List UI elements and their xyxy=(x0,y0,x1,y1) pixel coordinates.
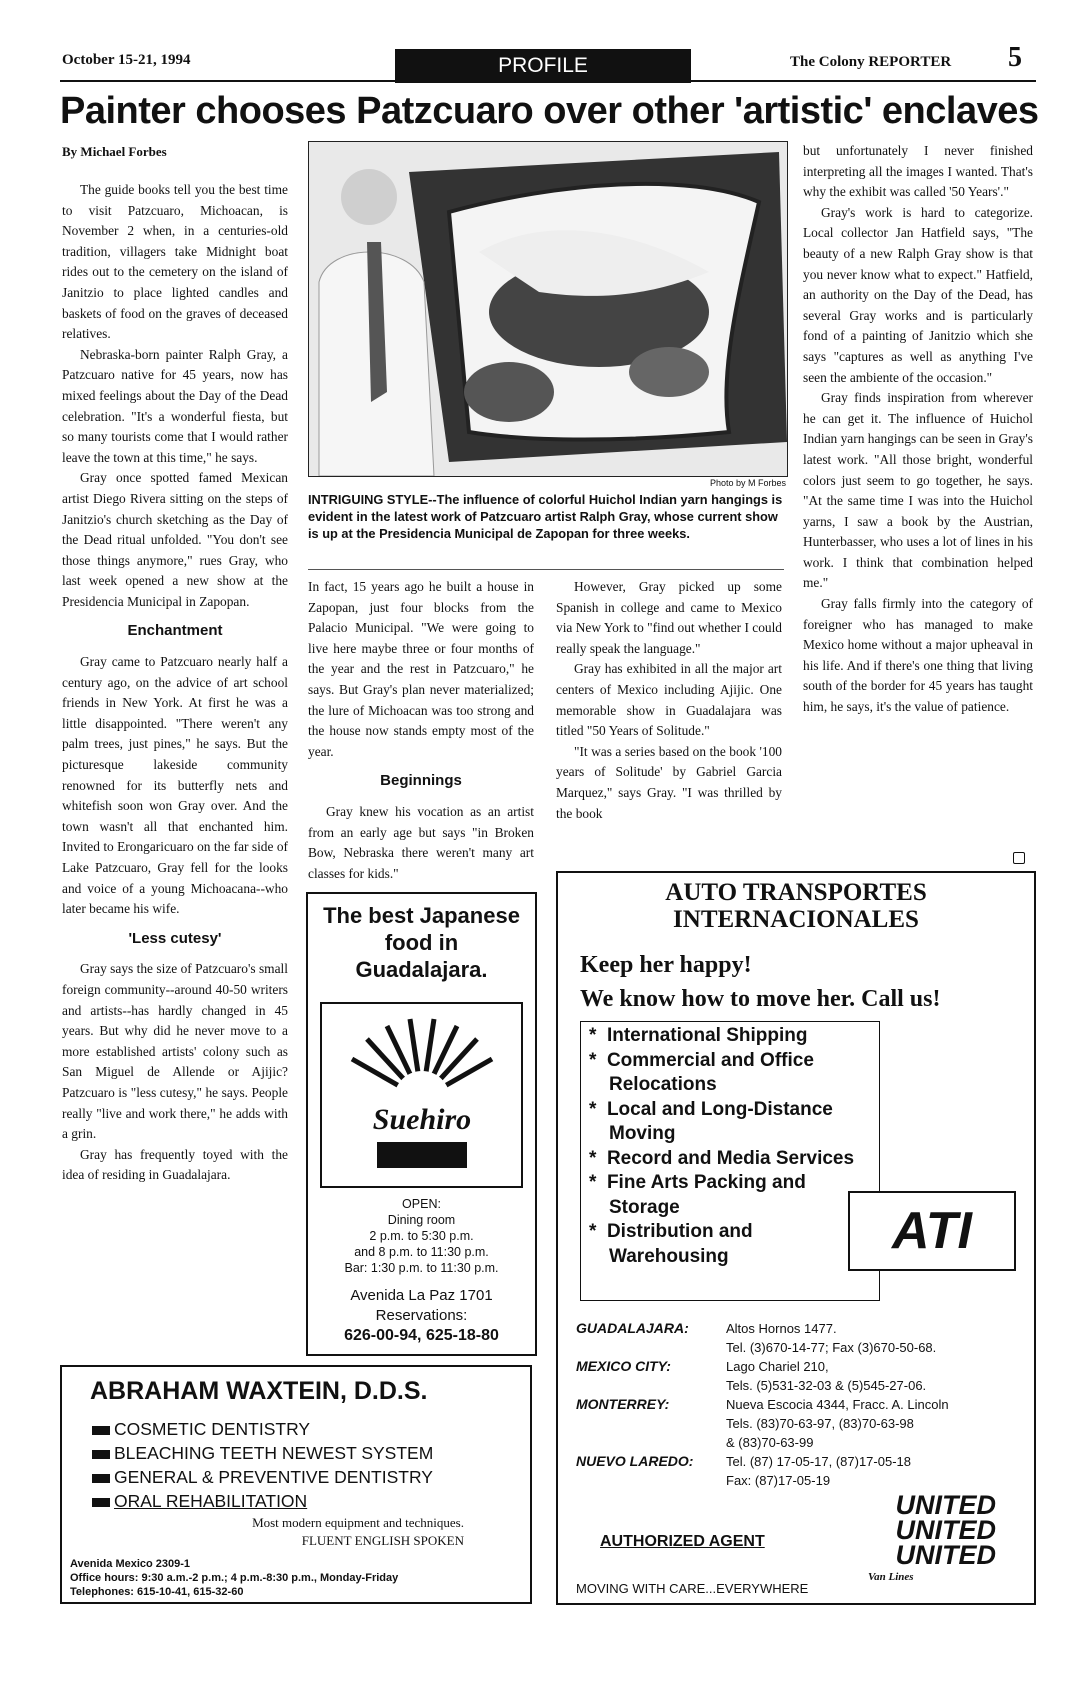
paragraph: "It was a series based on the book '100 years of Solitude' by Gabriel Garcia Marquez," says Gray. "I was thrilled by the book xyxy=(556,743,782,821)
paragraph: Gray says the size of Patzcuaro's small foreign community--around 40-50 writers and artists--has hardly changed in 45 years. But why did he never move to a more established artists' colony such as San Miguel de Allende or Ajijic? Patzcuaro is "less cutesy," he says. People really "live and work there," he adds with a grin. xyxy=(62,961,288,1142)
paragraph: Gray's work is hard to categorize. Local collector Jan Hatfield says, "The beauty of a new Ralph Gray show is that you never know what to expect." Hatfield, an authority on the Day of the Dead, has several Gray works and is particularly fond of a painting of Janitzio which she says "captures as well as anything I've seen the ambiente of the occasion." xyxy=(803,204,1033,385)
office-row xyxy=(576,1395,1016,1452)
service-item: ORAL REHABILITATION xyxy=(92,1489,433,1513)
article-column-1 xyxy=(62,180,288,1186)
ati-service: * Fine Arts Packing and Storage xyxy=(589,1172,806,1218)
ati-title-line: INTERNACIONALES xyxy=(673,906,919,933)
paragraph: Nebraska-born painter Ralph Gray, a Patzcuaro native for 45 years, now has mixed feelings about the Day of the Dead celebration. "It's a wonderful fiesta, but so many tourists come that I would rather leave the town at this time," he says. xyxy=(62,346,288,465)
ati-service: * Commercial and Office Relocations xyxy=(589,1049,814,1095)
paragraph: Gray has exhibited in all the major art centers of Mexico including Ajijic. One memorable show in Guadalajara was titled "50 Years of Solitude." xyxy=(556,661,782,739)
header-rule xyxy=(60,80,1036,82)
end-mark-icon xyxy=(1013,852,1025,864)
office-city: GUADALAJARA: xyxy=(576,1320,689,1336)
paragraph: Gray falls firmly into the category of foreigner who has managed to make Mexico home without a major upheaval in his life. And if there's one thing that living south of the border for 45 years has taught him, he says, it's the value of patience. xyxy=(803,596,1033,715)
united-logo-line: UNITED xyxy=(895,1540,996,1570)
paragraph: but unfortunately I never finished interpreting all the images I wanted. That's why the exhibit was called '50 Years'." xyxy=(803,143,1033,200)
restaurant-logo-box xyxy=(320,1002,523,1188)
dentist-note-2: FLUENT ENGLISH SPOKEN xyxy=(301,1533,464,1548)
ati-services-box xyxy=(580,1021,880,1301)
paper-name: The Colony REPORTER xyxy=(790,54,952,70)
paragraph: Gray has frequently toyed with the idea of residing in Guadalajara. xyxy=(62,1146,288,1183)
office-line: Tels. (83)70-63-97, (83)70-63-98 xyxy=(726,1416,914,1431)
restaurant-address xyxy=(318,1286,525,1346)
authorized-agent: AUTHORIZED AGENT xyxy=(600,1533,765,1550)
ati-offices xyxy=(576,1319,1016,1490)
photo-caption: INTRIGUING STYLE--The influence of colorful Huichol Indian yarn hangings is evident in the latest work of Patzcuaro artist Ralph Gray, whose current show is up at the Presidencia Municipal de Zapopan for three weeks. xyxy=(308,492,783,541)
service-item: GENERAL & PREVENTIVE DENTISTRY xyxy=(92,1465,433,1489)
painting-photo xyxy=(308,141,788,477)
ati-tagline xyxy=(580,948,940,1016)
office-line: Nueva Escocia 4344, Fracc. A. Lincoln xyxy=(726,1397,949,1412)
paragraph: However, Gray picked up some Spanish in college and came to Mexico via New York to "find out whether I could really speak the language." xyxy=(556,579,783,656)
caption-rule xyxy=(308,569,784,570)
dentist-name: ABRAHAM WAXTEIN, D.D.S. xyxy=(90,1377,428,1405)
issue-date: October 15-21, 1994 xyxy=(62,52,191,68)
address-line: Avenida La Paz 1701 xyxy=(350,1287,493,1304)
dentist-hours: Office hours: 9:30 a.m.-2 p.m.; 4 p.m.-8:30 p.m., Monday-Friday xyxy=(70,1572,399,1584)
ati-tagline-1: Keep her happy! xyxy=(580,952,752,978)
dentist-services xyxy=(92,1417,433,1513)
paragraph: Gray knew his vocation as an artist from an early age but says "in Broken Bow, Nebraska there weren't many art classes for kids." xyxy=(308,803,534,881)
hours-open: OPEN: xyxy=(402,1197,441,1211)
service-item: BLEACHING TEETH NEWEST SYSTEM xyxy=(92,1441,433,1465)
page-number: 5 xyxy=(1008,42,1022,73)
ati-title xyxy=(558,879,1034,933)
office-line: Tel. (3)670-14-77; Fax (3)670-50-68. xyxy=(726,1340,937,1355)
hours-line: Bar: 1:30 p.m. to 11:30 p.m. xyxy=(344,1261,499,1275)
reservation-phones: 626-00-94, 625-18-80 xyxy=(344,1327,499,1344)
ati-title-line: AUTO TRANSPORTES xyxy=(665,879,927,906)
subhead-cutesy: 'Less cutesy' xyxy=(128,929,222,947)
ati-service: * Distribution and Warehousing xyxy=(589,1221,753,1267)
ati-service: * Record and Media Services xyxy=(589,1147,855,1169)
byline: By Michael Forbes xyxy=(62,144,167,159)
paragraph: Gray once spotted famed Mexican artist Diego Rivera sitting on the steps of Janitzio's church sketching as the Day of the Dead ritual unfolded. "You don't see those things anymore," rues Gray, who last week opened a new show at the Presidencia Municipal in Zapopan. xyxy=(62,470,288,609)
dentist-address: Avenida Mexico 2309-1 xyxy=(70,1558,191,1570)
paragraph: The guide books tell you the best time to visit Patzcuaro, Michoacan, is November 2 when, in a centuries-old tradition, villagers take Midnight boat rides out to the cemetery on the island of Janitzio to place lighted candles and baskets of food on the graves of deceased relatives. xyxy=(62,182,288,342)
hours-line: and 8 p.m. to 11:30 p.m. xyxy=(354,1245,489,1259)
office-line: Tel. (87) 17-05-17, (87)17-05-18 xyxy=(726,1454,911,1469)
paragraph: Gray finds inspiration from wherever he can get it. The influence of Huichol Indian yarn hangings can be seen in Gray's latest work. "All those bright, wonderful colors just seem to go together, he says. "At the same time I was into the Huichol yarns, I saw a book by the Austrian, Hunterbasser, who uses a lot of lines in his work. I think that combination helped me." xyxy=(803,390,1033,591)
office-line: Altos Hornos 1477. xyxy=(726,1321,837,1336)
headline: Painter chooses Patzcuaro over other 'artistic' enclaves xyxy=(60,90,1039,132)
office-row xyxy=(576,1357,1016,1395)
office-line: Fax: (87)17-05-19 xyxy=(726,1473,831,1488)
restaurant-logo-text: Suehiro xyxy=(372,1103,472,1136)
office-line: Lago Chariel 210, xyxy=(726,1359,829,1374)
united-logo-line: UNITED xyxy=(895,1490,996,1520)
moving-company-ad xyxy=(556,871,1036,1605)
paragraph: Gray came to Patzcuaro nearly half a century ago, on the advice of art school friends in New York. At first he was a little disappointed. "There weren't any palm trees, just pines," he says. But the picturesque lakeside community renowned for its butterfly nets and whitefish soon won Gray over. And the town wasn't all that enchanted him. Invited to Erongaricuaro on the far side of Lake Patzcuaro, Gray fell for the looks and voice of a young Michoacana--who later became his wife. xyxy=(62,654,288,917)
restaurant-ad-title: The best Japanese food in Guadalajara. xyxy=(323,903,520,982)
dentist-phones: Telephones: 615-10-41, 615-32-60 xyxy=(70,1586,244,1598)
subhead-beginnings: Beginnings xyxy=(380,772,462,790)
reservations-label: Reservations: xyxy=(375,1307,468,1324)
ati-service: * International Shipping xyxy=(589,1025,808,1046)
restaurant-hours xyxy=(318,1196,525,1276)
ati-tagline-2: We know how to move her. Call us! xyxy=(580,986,941,1012)
ati-footer: MOVING WITH CARE...EVERYWHERE xyxy=(576,1581,809,1596)
ati-logo: ATI xyxy=(848,1191,1016,1271)
sunburst-logo-icon xyxy=(322,1004,521,1186)
hours-line: 2 p.m. to 5:30 p.m. xyxy=(369,1229,474,1243)
office-city: MONTERREY: xyxy=(576,1396,670,1412)
office-row xyxy=(576,1452,1016,1490)
dentist-ad xyxy=(60,1365,532,1604)
office-city: NUEVO LAREDO: xyxy=(576,1453,694,1469)
article-column-3 xyxy=(556,577,782,824)
article-column-2 xyxy=(308,577,534,884)
united-logo xyxy=(856,1490,996,1570)
section-label: PROFILE xyxy=(395,49,691,83)
hours-line: Dining room xyxy=(387,1213,456,1227)
photo-illustration xyxy=(309,142,787,476)
service-item: COSMETIC DENTISTRY xyxy=(92,1417,433,1441)
ati-service: * Local and Long-Distance Moving xyxy=(589,1098,833,1144)
dentist-note-1: Most modern equipment and techniques. xyxy=(252,1515,464,1530)
office-line: & (83)70-63-99 xyxy=(726,1435,814,1450)
office-row xyxy=(576,1319,1016,1357)
united-logo-line: UNITED xyxy=(895,1515,996,1545)
office-line: Tels. (5)531-32-03 & (5)545-27-06. xyxy=(726,1378,927,1393)
photo-credit: Photo by M Forbes xyxy=(709,478,786,488)
article-column-4 xyxy=(803,141,1033,718)
restaurant-ad xyxy=(306,892,537,1356)
subhead-enchantment: Enchantment xyxy=(127,622,223,640)
paragraph: In fact, 15 years ago he built a house in Zapopan, just four blocks from the Palacio Municipal. "We were going to live here maybe three or four months of the year and the rest in Patzcuaro," he says. But Gray's plan never materialized; the lure of Michoacan was too strong and the house now stands empty most of the year. xyxy=(308,579,534,759)
dentist-contact xyxy=(70,1557,398,1599)
van-lines: Van Lines xyxy=(868,1571,914,1583)
office-city: MEXICO CITY: xyxy=(576,1358,671,1374)
